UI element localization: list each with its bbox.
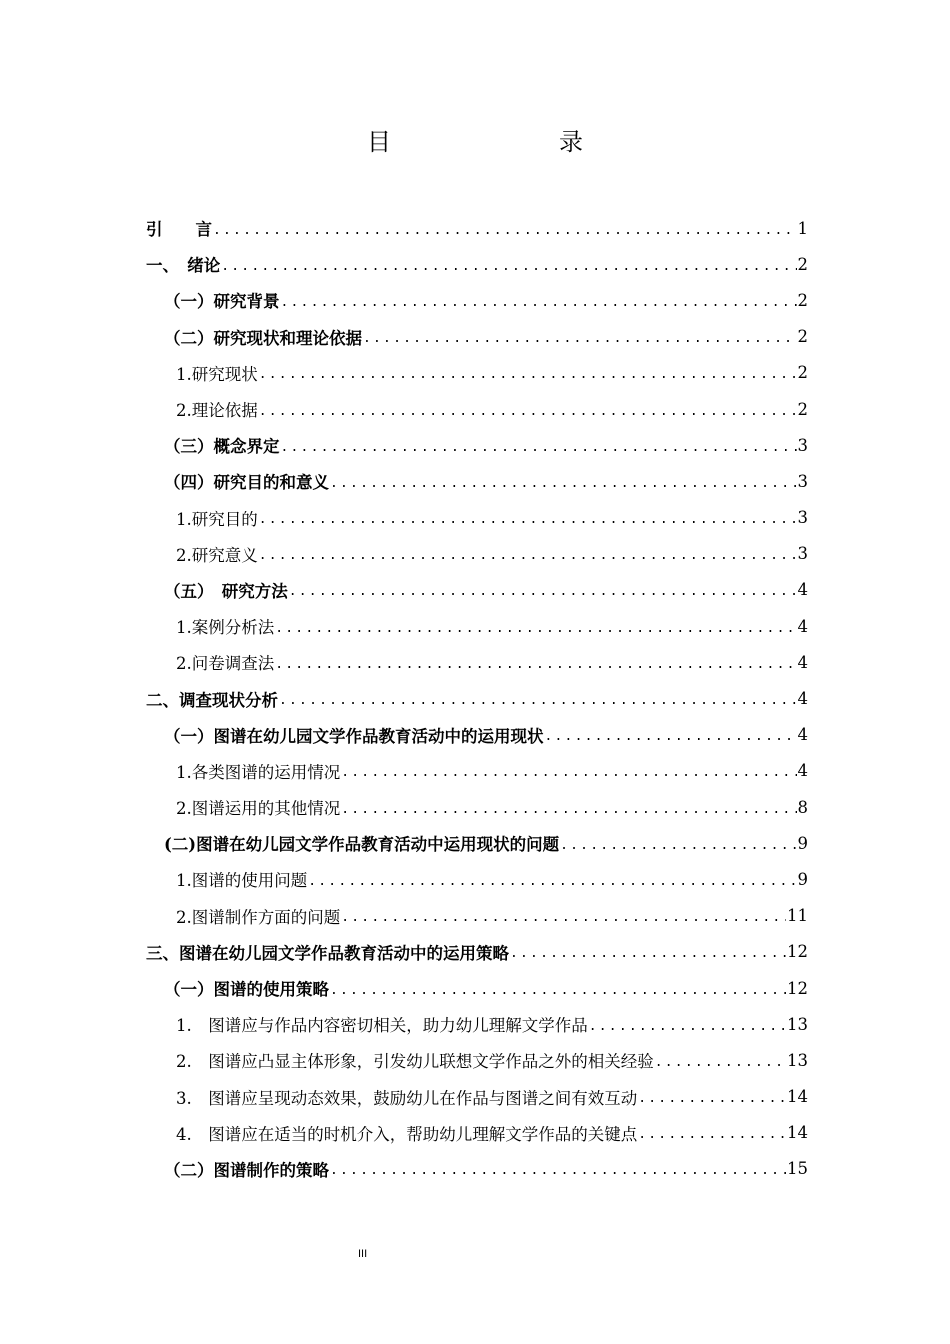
toc-entry[interactable]	[146, 789, 808, 825]
toc-entry-title: 4. 图谱应在适当的时机介入，帮助幼儿理解文学作品的关键点	[176, 1124, 638, 1144]
dot-leader	[589, 1019, 786, 1034]
toc-entry[interactable]	[146, 282, 808, 318]
toc-entry-page: 4	[797, 580, 808, 600]
dot-leader	[330, 1163, 786, 1178]
toc-entry-title: （一）研究背景	[164, 292, 280, 312]
toc-entry-title: 2.问卷调查法	[176, 654, 275, 674]
dot-leader	[341, 802, 796, 817]
toc-entry[interactable]	[146, 536, 808, 572]
toc-entry-page: 11	[787, 906, 808, 926]
toc-entry-page: 13	[787, 1050, 808, 1070]
toc-entry-title: 1.各类图谱的运用情况	[176, 762, 341, 782]
toc-entry-title: （一）图谱的使用策略	[164, 980, 329, 1000]
dot-leader	[275, 621, 796, 636]
toc-entry-title: 3. 图谱应呈现动态效果，鼓励幼儿在作品与图谱之间有效互动	[176, 1088, 638, 1108]
dot-leader	[330, 476, 797, 491]
toc-entry-title: 1. 图谱应与作品内容密切相关，助力幼儿理解文学作品	[176, 1016, 588, 1036]
toc-entry-title: （三）概念界定	[164, 437, 280, 457]
toc-entry[interactable]	[146, 825, 808, 861]
dot-leader	[281, 295, 797, 310]
toc-entry[interactable]	[146, 463, 808, 499]
toc-entry-title: (二)图谱在幼儿园文学作品教育活动中运用现状的问题	[164, 835, 560, 855]
dot-leader	[330, 983, 786, 998]
toc-entry-title: 2. 图谱应凸显主体形象，引发幼儿联想文学作品之外的相关经验	[176, 1052, 654, 1072]
toc-entry[interactable]	[146, 717, 808, 753]
toc-entry-page: 2	[797, 363, 808, 383]
dot-leader	[281, 440, 797, 455]
dot-leader	[275, 657, 796, 672]
page-number: III	[358, 1248, 368, 1260]
toc-entry-page: 13	[787, 1014, 808, 1034]
table-of-contents	[146, 210, 808, 1187]
toc-entry-page: 14	[787, 1123, 808, 1143]
toc-entry-title: 2.图谱运用的其他情况	[176, 799, 341, 819]
dot-leader	[363, 331, 797, 346]
toc-entry-page: 2	[797, 399, 808, 419]
toc-entry-title: （五） 研究方法	[164, 581, 288, 601]
toc-entry-page: 2	[797, 254, 808, 274]
dot-leader	[221, 259, 796, 274]
toc-entry-title: 2.理论依据	[176, 401, 258, 421]
dot-leader	[308, 874, 796, 889]
toc-entry[interactable]	[146, 1006, 808, 1042]
toc-entry-page: 3	[797, 435, 808, 455]
toc-entry-title: （一）图谱在幼儿园文学作品教育活动中的运用现状	[164, 726, 544, 746]
toc-entry-title: 二、调查现状分析	[146, 690, 278, 710]
toc-entry-page: 3	[797, 544, 808, 564]
toc-entry-page: 12	[787, 978, 808, 998]
toc-entry[interactable]	[146, 391, 808, 427]
toc-entry-title: 三、图谱在幼儿园文学作品教育活动中的运用策略	[146, 943, 509, 963]
toc-entry-page: 1	[797, 218, 808, 238]
dot-leader	[545, 729, 797, 744]
toc-entry-title: 一、 绪论	[146, 256, 221, 276]
dot-leader	[259, 367, 797, 382]
toc-entry[interactable]	[146, 1151, 808, 1187]
dot-leader	[638, 1091, 786, 1106]
dot-leader	[341, 910, 786, 925]
dot-leader	[259, 404, 797, 419]
dot-leader	[341, 765, 796, 780]
toc-entry-page: 9	[797, 869, 808, 889]
toc-entry[interactable]	[146, 898, 808, 934]
toc-entry[interactable]	[146, 970, 808, 1006]
toc-entry-title: 2.研究意义	[176, 545, 258, 565]
toc-entry[interactable]	[146, 355, 808, 391]
toc-entry-page: 8	[797, 797, 808, 817]
toc-entry[interactable]	[146, 861, 808, 897]
toc-entry[interactable]	[146, 427, 808, 463]
toc-entry-page: 12	[787, 942, 808, 962]
toc-entry-title: 1.研究现状	[176, 364, 258, 384]
toc-entry-title: 2.图谱制作方面的问题	[176, 907, 341, 927]
toc-title: 目 录	[367, 128, 623, 156]
dot-leader	[655, 1055, 786, 1070]
toc-entry[interactable]	[146, 934, 808, 970]
toc-entry-page: 2	[797, 327, 808, 347]
dot-leader	[259, 548, 797, 563]
dot-leader	[213, 223, 797, 238]
toc-entry[interactable]	[146, 608, 808, 644]
toc-entry[interactable]	[146, 680, 808, 716]
toc-entry-page: 4	[797, 725, 808, 745]
toc-entry[interactable]	[146, 753, 808, 789]
toc-entry-page: 14	[787, 1087, 808, 1107]
toc-entry-page: 9	[797, 833, 808, 853]
dot-leader	[510, 946, 786, 961]
toc-entry-title: 1.研究目的	[176, 509, 258, 529]
toc-entry-title: 1.图谱的使用问题	[176, 871, 308, 891]
toc-entry-page: 4	[797, 652, 808, 672]
toc-entry[interactable]	[146, 246, 808, 282]
toc-entry[interactable]	[146, 644, 808, 680]
toc-entry[interactable]	[146, 210, 808, 246]
toc-entry-page: 4	[797, 761, 808, 781]
toc-entry[interactable]	[146, 319, 808, 355]
toc-entry-title: （二）图谱制作的策略	[164, 1160, 329, 1180]
toc-entry-page: 4	[797, 616, 808, 636]
toc-entry-title: 引 言	[146, 220, 212, 240]
toc-entry-page: 2	[797, 290, 808, 310]
toc-entry[interactable]	[146, 1042, 808, 1078]
dot-leader	[638, 1127, 786, 1142]
toc-entry-page: 4	[797, 689, 808, 709]
dot-leader	[289, 584, 797, 599]
toc-entry-title: （二）研究现状和理论依据	[164, 328, 362, 348]
toc-entry[interactable]	[146, 1115, 808, 1151]
dot-leader	[560, 838, 796, 853]
toc-entry-title: 1.案例分析法	[176, 618, 275, 638]
toc-entry-title: （四）研究目的和意义	[164, 473, 329, 493]
toc-entry[interactable]	[146, 1079, 808, 1115]
toc-entry-page: 3	[797, 508, 808, 528]
toc-entry-page: 3	[797, 471, 808, 491]
toc-entry-page: 15	[787, 1159, 808, 1179]
dot-leader	[259, 512, 797, 527]
toc-entry[interactable]	[146, 572, 808, 608]
dot-leader	[279, 693, 797, 708]
toc-entry[interactable]	[146, 500, 808, 536]
